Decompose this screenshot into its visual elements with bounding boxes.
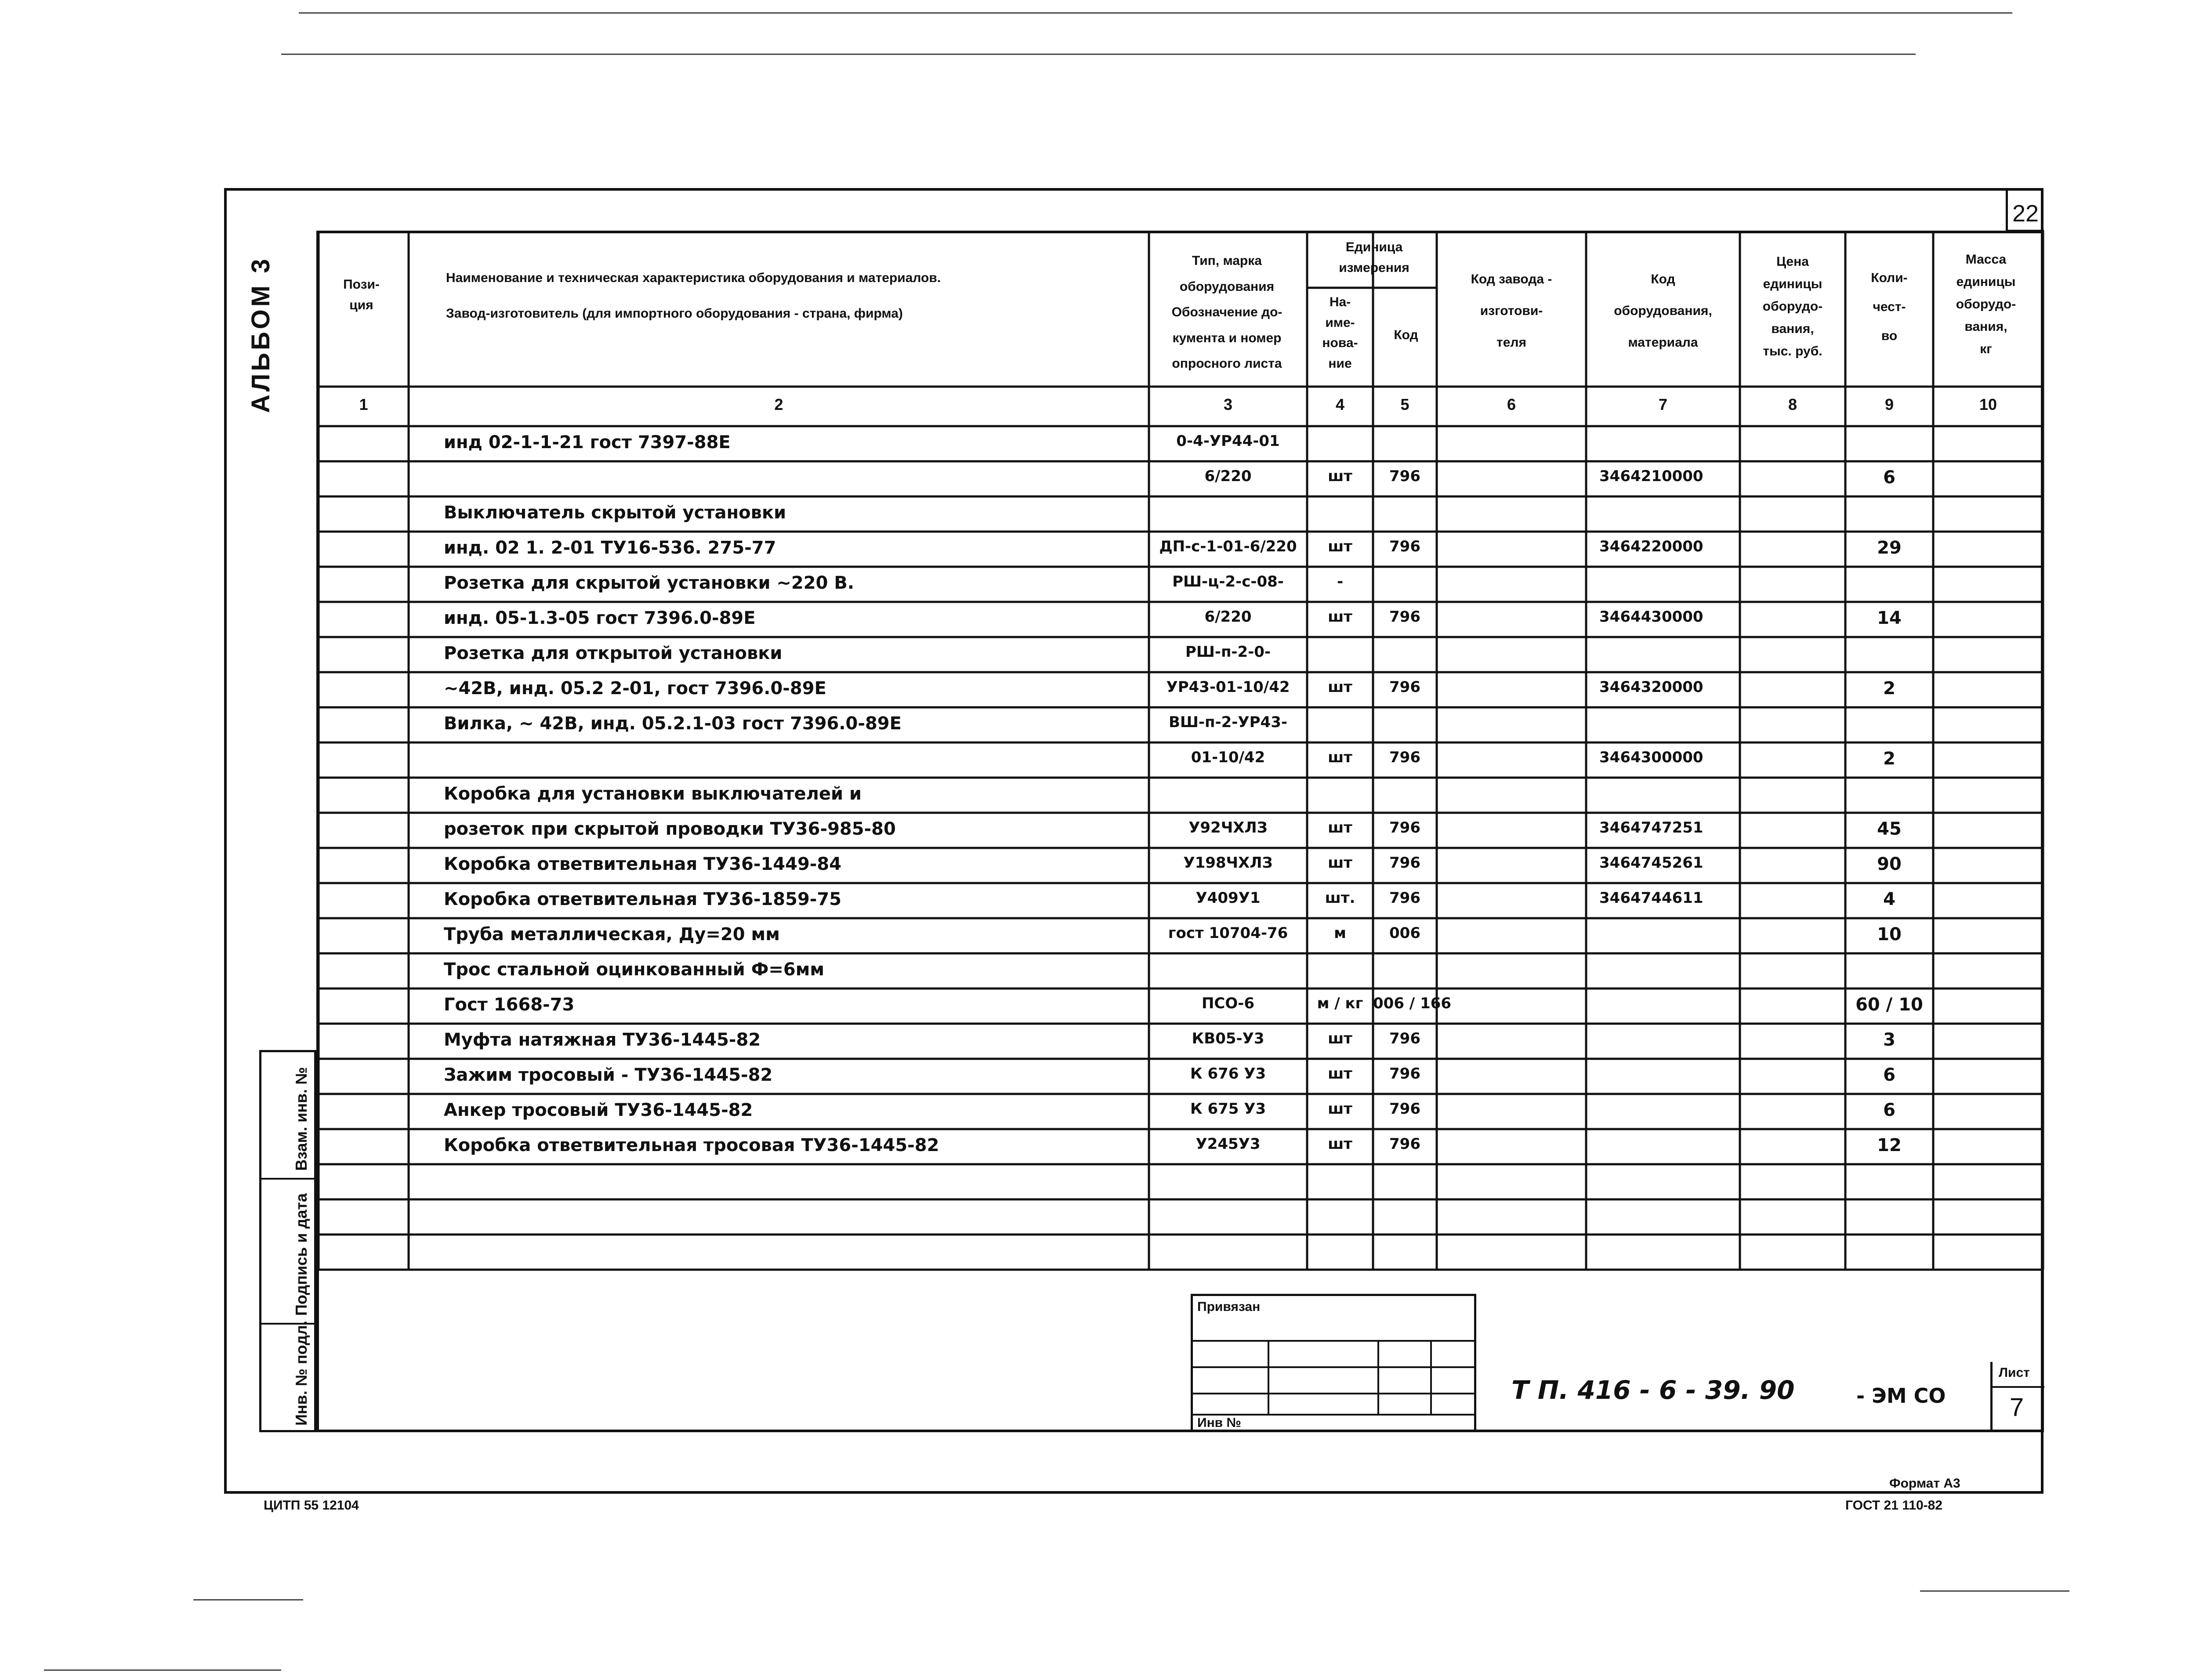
strip-cell-replace: [261, 1052, 314, 1180]
footer-format: Формат А3: [1889, 1476, 1960, 1491]
row-name: ~42В, инд. 05.2 2-01, гост 7396.0-89Е: [444, 678, 826, 699]
strip-label-replace: Взам. инв. №: [292, 1067, 310, 1171]
row-name: Вилка, ~ 42В, инд. 05.2.1-03 гост 7396.0-89Е: [444, 713, 902, 734]
sheet-label: Лист: [1999, 1365, 2030, 1380]
row-name: Коробка для установки выключателей и: [444, 784, 862, 804]
row-name: Розетка для скрытой установки ~220 В.: [444, 573, 855, 593]
header-price-text: Цена единицы оборудо- вания, тыс. руб.: [1762, 254, 1823, 358]
footer-left-code: ЦИТП 55 12104: [264, 1498, 359, 1513]
header-quantity: [1845, 264, 1933, 351]
row-quantity: 60 / 10: [1855, 995, 1923, 1015]
row-quantity: 12: [1877, 1135, 1902, 1155]
row-name: инд. 02 1. 2-01 ТУ16-536. 275-77: [444, 538, 776, 558]
row-unit-code: 796: [1389, 538, 1420, 555]
header-unit-name: [1307, 292, 1373, 374]
column-number: 3: [1223, 395, 1233, 413]
row-unit-code: 796: [1389, 608, 1420, 626]
row-equipment-code: 3464220000: [1599, 538, 1703, 555]
header-mass-text: Масса единицы оборудо- вания, кг: [1956, 252, 2016, 356]
row-name: Анкер тросовый ТУ36-1445-82: [444, 1100, 753, 1120]
header-unit-code: [1373, 325, 1439, 346]
row-type: У245У3: [1196, 1135, 1261, 1153]
row-quantity: 4: [1883, 889, 1895, 909]
row-quantity: 45: [1877, 819, 1902, 839]
sheet-number: 22: [2012, 200, 2039, 227]
row-type: 01-10/42: [1191, 749, 1265, 766]
sheet-value: 7: [2009, 1393, 2024, 1422]
header-name-line2: Завод-изготовитель (для импортного оборудования - страна, фирма): [446, 306, 903, 321]
row-unit: шт: [1328, 538, 1352, 555]
row-unit-code: 796: [1389, 1135, 1420, 1153]
row-unit: шт: [1328, 467, 1352, 485]
row-unit: шт: [1328, 819, 1352, 836]
row-equipment-code: 3464745261: [1599, 854, 1703, 872]
row-unit-code: 796: [1389, 1100, 1420, 1118]
row-unit: шт: [1328, 1135, 1352, 1153]
row-type: У409У1: [1196, 889, 1261, 907]
row-equipment-code: 3464320000: [1599, 678, 1703, 696]
row-name: инд. 05-1.3-05 гост 7396.0-89Е: [444, 608, 756, 628]
row-quantity: 2: [1883, 678, 1895, 699]
row-unit-code: 796: [1389, 1030, 1420, 1047]
stamp-tied-label: Привязан: [1197, 1300, 1261, 1314]
row-name: Коробка ответвительная тросовая ТУ36-1445-82: [444, 1135, 939, 1155]
strip-cell-signature: [261, 1180, 314, 1325]
album-label: АЛЬБОМ 3: [246, 256, 275, 413]
row-type: ДП-с-1-01-6/220: [1159, 538, 1297, 555]
column-number: 9: [1884, 395, 1894, 413]
header-price: [1740, 250, 1845, 362]
row-name: Коробка ответвительная ТУ36-1859-75: [444, 889, 842, 909]
row-unit: шт: [1328, 854, 1352, 872]
row-name: Коробка ответвительная ТУ36-1449-84: [444, 854, 842, 874]
row-unit: м: [1334, 924, 1346, 942]
row-name: Гост 1668-73: [444, 995, 575, 1015]
column-number: 8: [1788, 395, 1797, 413]
strip-label-inventory: Инв. № подл.: [292, 1321, 310, 1426]
row-unit-code: 006 / 166: [1373, 995, 1452, 1012]
row-name: Труба металлическая, Ду=20 мм: [444, 924, 780, 945]
row-type: РШ-ц-2-с-08-: [1172, 573, 1284, 590]
row-type: 0-4-УР44-01: [1176, 432, 1280, 450]
row-unit-code: 796: [1389, 819, 1420, 836]
row-type: У198ЧХЛЗ: [1183, 854, 1273, 872]
row-unit: шт: [1328, 1100, 1352, 1118]
column-number: 4: [1335, 395, 1345, 413]
row-quantity: 6: [1883, 1065, 1895, 1085]
row-name: Зажим тросовый - ТУ36-1445-82: [444, 1065, 773, 1085]
header-unit-text: Единица измерения: [1339, 240, 1409, 275]
row-type: К 675 У3: [1190, 1100, 1266, 1118]
row-unit: шт: [1328, 1065, 1352, 1083]
column-number: 1: [359, 395, 368, 413]
row-equipment-code: 3464430000: [1599, 608, 1703, 626]
row-equipment-code: 3464744611: [1599, 889, 1703, 907]
row-unit: шт.: [1325, 889, 1355, 907]
row-equipment-code: 3464747251: [1599, 819, 1703, 836]
row-quantity: 6: [1883, 467, 1895, 488]
row-type: гост 10704-76: [1168, 924, 1288, 942]
column-number: 10: [1979, 395, 1997, 413]
approval-strip: [259, 1050, 316, 1432]
header-position-text: Пози- ция: [343, 277, 380, 312]
row-type: 6/220: [1204, 608, 1252, 626]
row-type: ВШ-п-2-УР43-: [1169, 713, 1287, 731]
sheet-box: [1990, 1362, 2042, 1432]
row-unit-code: 796: [1389, 1065, 1420, 1083]
tied-stamp: [1191, 1294, 1476, 1432]
row-quantity: 10: [1877, 924, 1902, 945]
row-type: 6/220: [1204, 467, 1252, 485]
header-name-line1: Наименование и техническая характеристика оборудования и материалов.: [446, 271, 941, 285]
row-unit: м / кг: [1317, 995, 1363, 1012]
header-unit-name-text: На- име- нова- ние: [1322, 295, 1358, 371]
row-unit-code: 006: [1389, 924, 1420, 942]
row-quantity: 14: [1877, 608, 1902, 628]
document-mark: - ЭМ СО: [1856, 1384, 1946, 1408]
row-equipment-code: 3464210000: [1599, 467, 1703, 485]
row-quantity: 90: [1877, 854, 1902, 874]
row-unit-code: 796: [1389, 678, 1420, 696]
row-quantity: 6: [1883, 1100, 1895, 1120]
header-quantity-text: Коли- чест- во: [1871, 271, 1908, 343]
header-mass: [1933, 248, 2039, 360]
header-position: [319, 275, 404, 315]
header-type-text: Тип, марка оборудования Обозначение до- кумента и номер опросного листа: [1171, 253, 1283, 371]
header-name: [411, 268, 1145, 324]
row-type: ПСО-6: [1201, 995, 1255, 1012]
column-number: 7: [1658, 395, 1668, 413]
row-name: Розетка для открытой установки: [444, 643, 783, 663]
column-number: 5: [1400, 395, 1409, 413]
header-equip-code: [1586, 264, 1740, 358]
row-type: КВ05-У3: [1192, 1030, 1264, 1047]
header-equip-code-text: Код оборудования, материала: [1614, 272, 1712, 350]
strip-cell-inventory: [261, 1321, 314, 1430]
row-type: У92ЧХЛЗ: [1188, 819, 1268, 836]
row-quantity: 3: [1883, 1030, 1895, 1050]
row-unit: -: [1337, 573, 1344, 590]
row-unit: шт: [1328, 1030, 1352, 1047]
row-unit: шт: [1328, 678, 1352, 696]
header-type: [1149, 248, 1305, 377]
row-name: Выключатель скрытой установки: [444, 503, 786, 523]
column-number: 6: [1507, 395, 1516, 413]
row-name: инд 02-1-1-21 гост 7397-88Е: [444, 432, 731, 453]
column-number: 2: [774, 395, 783, 413]
row-name: розеток при скрытой проводки ТУ36-985-80: [444, 819, 896, 839]
row-unit-code: 796: [1389, 467, 1420, 485]
row-unit: шт: [1328, 749, 1352, 766]
row-type: РШ-п-2-0-: [1185, 643, 1271, 661]
strip-label-signature: Подпись и дата: [292, 1193, 310, 1316]
row-unit-code: 796: [1389, 889, 1420, 907]
header-unit-code-text: Код: [1394, 328, 1418, 342]
row-name: Муфта натяжная ТУ36-1445-82: [444, 1030, 761, 1050]
row-unit-code: 796: [1389, 854, 1420, 872]
row-quantity: 2: [1883, 749, 1895, 769]
row-type: УР43-01-10/42: [1166, 678, 1290, 696]
row-name: Трос стальной оцинкованный Ф=6мм: [444, 959, 825, 980]
row-unit-code: 796: [1389, 749, 1420, 766]
document-code: Т П. 416 - 6 - 39. 90: [1511, 1375, 1795, 1405]
row-unit: шт: [1328, 608, 1352, 626]
row-quantity: 29: [1877, 538, 1902, 558]
row-equipment-code: 3464300000: [1599, 749, 1703, 766]
header-maker-code: [1437, 264, 1586, 358]
stamp-inventory-label: Инв №: [1197, 1416, 1241, 1430]
footer-gost: ГОСТ 21 110-82: [1845, 1498, 1942, 1513]
header-maker-code-text: Код завода - изготови- теля: [1471, 272, 1552, 350]
row-type: К 676 У3: [1190, 1065, 1266, 1083]
header-unit: [1307, 237, 1441, 278]
